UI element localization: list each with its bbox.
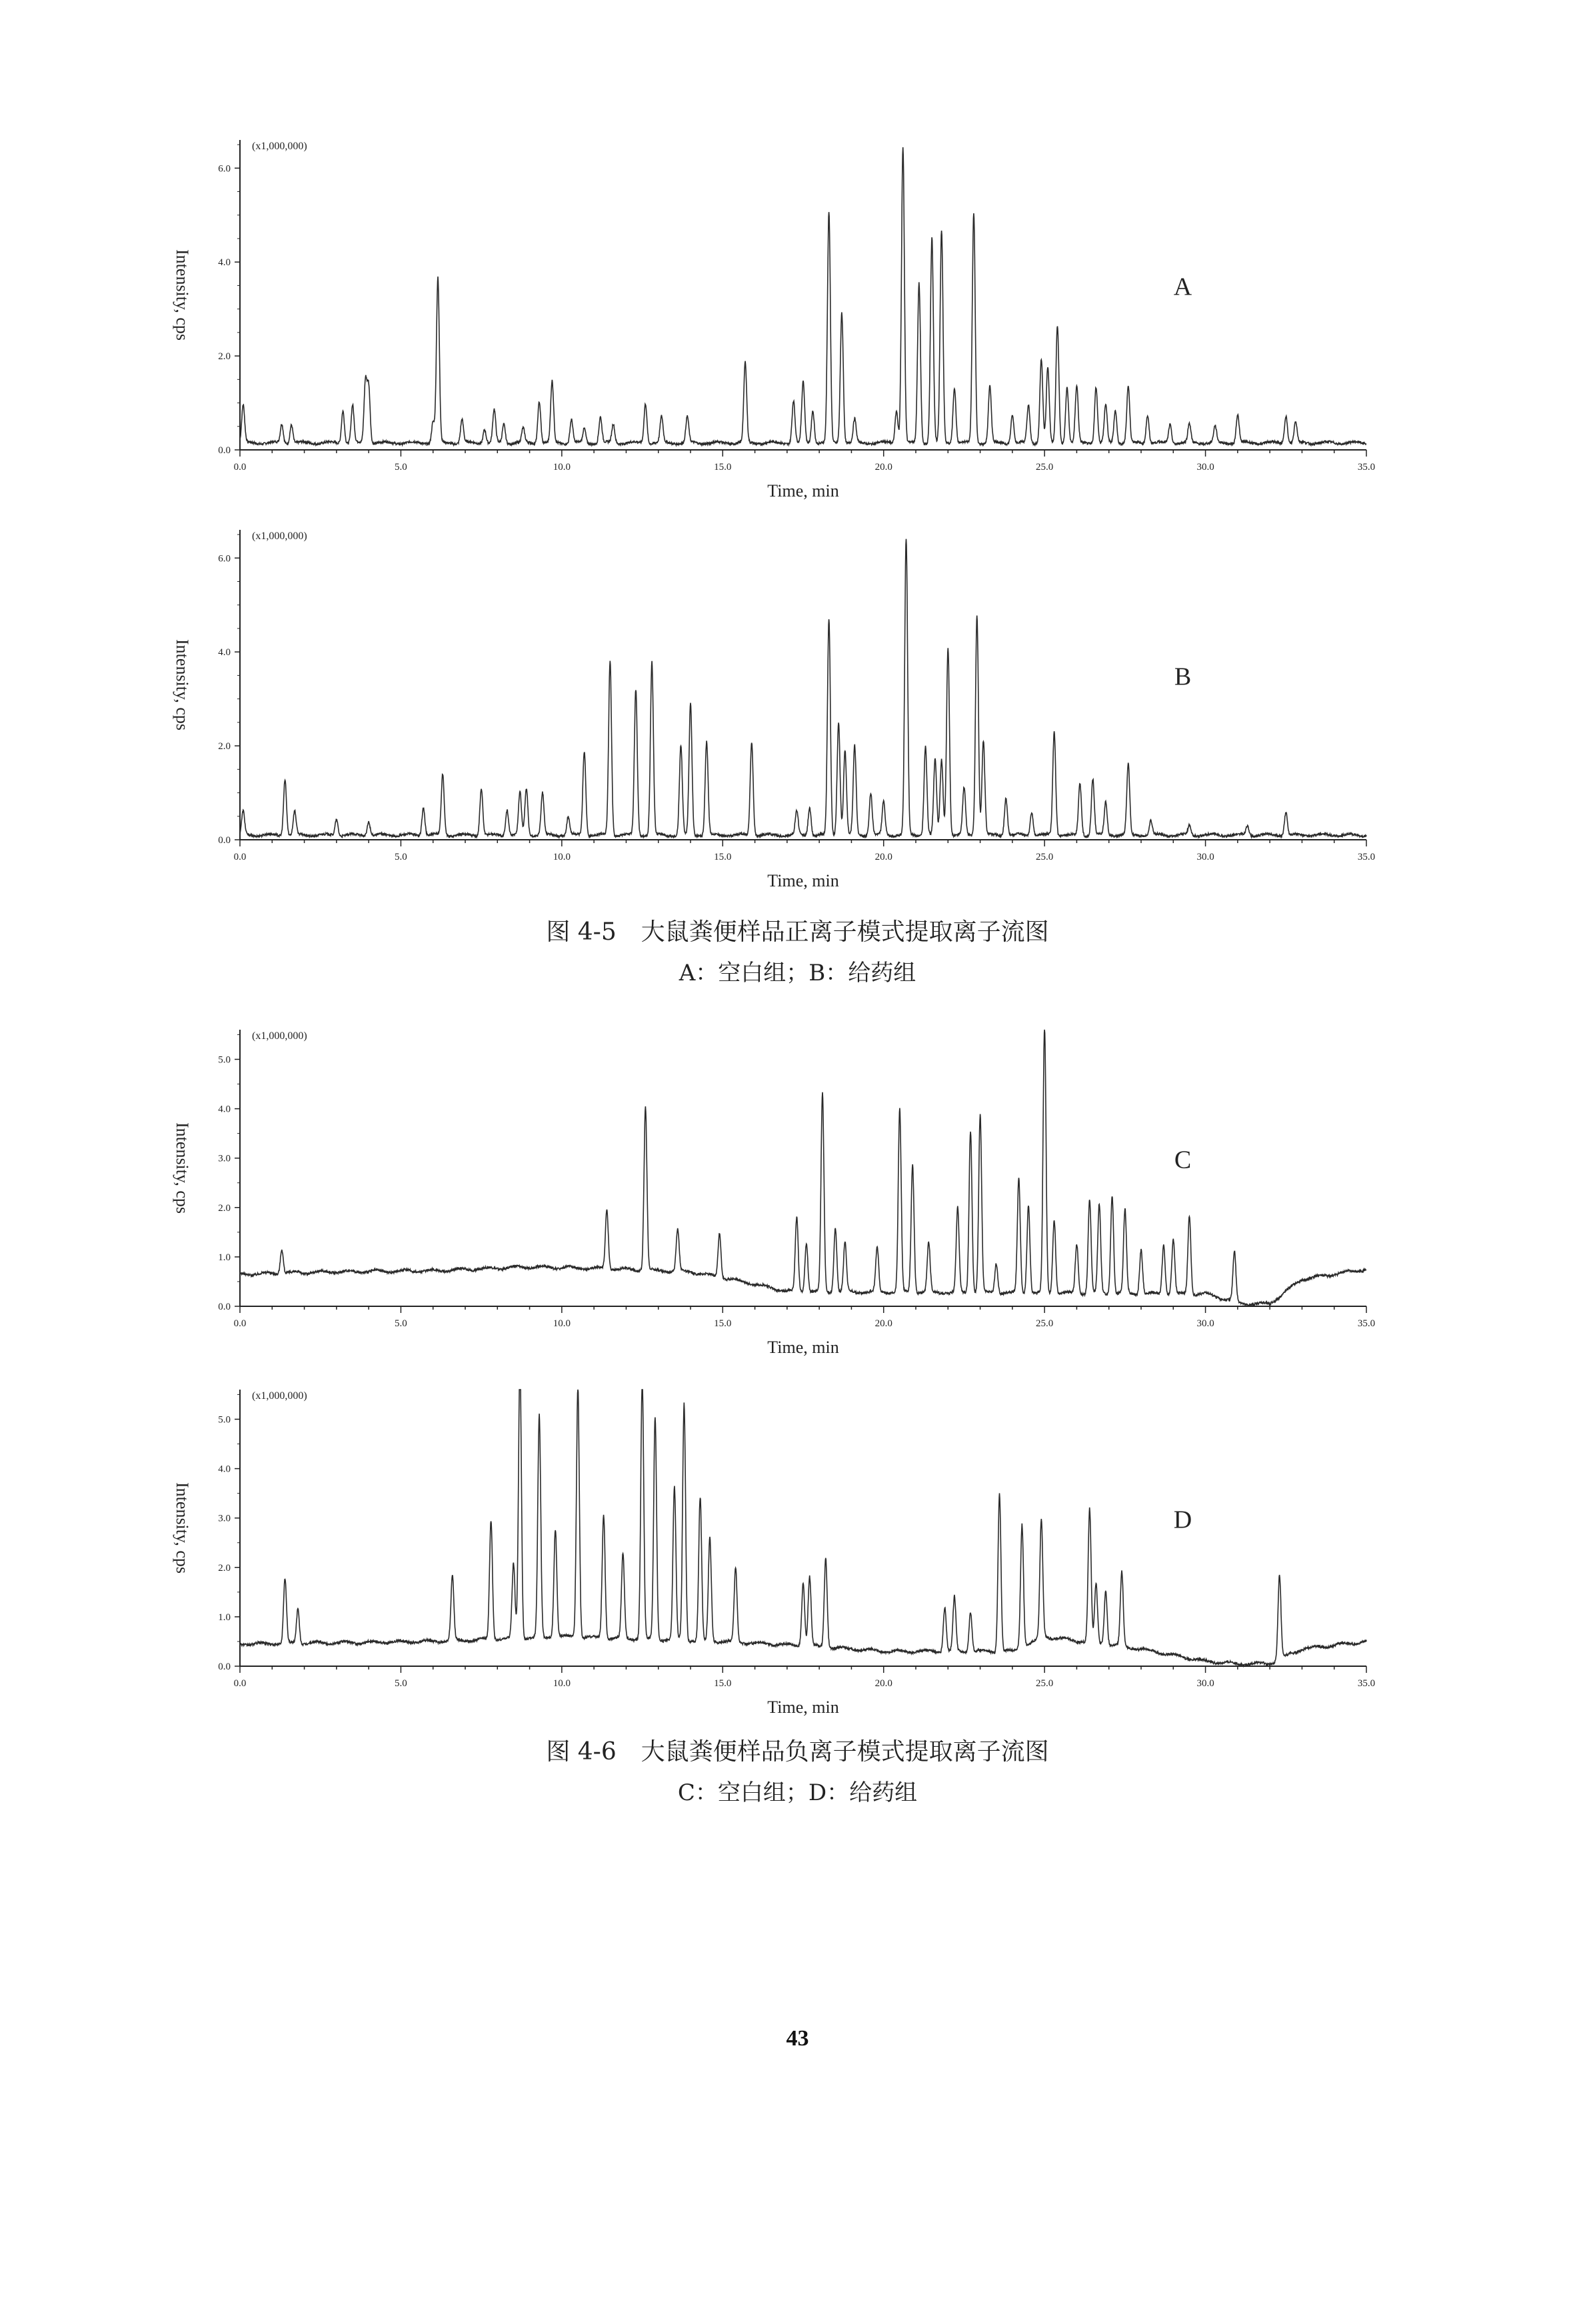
y-tick-label: 4.0 <box>218 257 231 269</box>
y-tick-label: 0.0 <box>218 835 231 846</box>
figure-number: 图 4-6 <box>546 1738 617 1765</box>
y-multiplier-label: (x1,000,000) <box>252 1390 307 1402</box>
x-tick-label: 30.0 <box>1196 852 1214 862</box>
y-tick-label: 4.0 <box>218 1104 231 1115</box>
x-tick-label: 5.0 <box>395 462 407 473</box>
x-tick-label: 0.0 <box>233 462 247 473</box>
x-axis-label: Time, min <box>767 1698 839 1717</box>
chart-panel-c <box>153 1016 1406 1370</box>
y-multiplier-label: (x1,000,000) <box>252 141 307 152</box>
figure-4-6-caption <box>0 1733 1595 1767</box>
y-axis-label: Intensity, cps <box>173 639 192 730</box>
x-tick-label: 25.0 <box>1036 1678 1054 1689</box>
x-tick-label: 30.0 <box>1196 1678 1214 1689</box>
y-tick-label: 6.0 <box>218 163 231 175</box>
panel-label: D <box>1173 1506 1192 1534</box>
x-tick-label: 30.0 <box>1196 462 1214 473</box>
x-tick-label: 15.0 <box>714 852 732 862</box>
x-tick-label: 20.0 <box>874 1318 892 1329</box>
chart-panel-b <box>153 517 1406 903</box>
chromatogram-trace <box>240 539 1366 838</box>
x-tick-label: 15.0 <box>714 1318 732 1329</box>
x-tick-label: 35.0 <box>1357 1678 1376 1689</box>
x-tick-label: 5.0 <box>395 1318 407 1329</box>
y-tick-label: 3.0 <box>218 1513 231 1524</box>
figure-title: 大鼠粪便样品正离子模式提取离子流图 <box>641 918 1049 946</box>
x-tick-label: 15.0 <box>714 1678 732 1689</box>
x-axis-label: Time, min <box>767 481 839 501</box>
x-tick-label: 10.0 <box>553 462 571 473</box>
y-tick-label: 4.0 <box>218 647 231 658</box>
panel-label: C <box>1174 1146 1192 1174</box>
chart-d-svg <box>153 1376 1406 1730</box>
figure-title: 大鼠粪便样品负离子模式提取离子流图 <box>641 1738 1049 1765</box>
y-tick-label: 5.0 <box>218 1414 231 1426</box>
x-tick-label: 0.0 <box>233 1318 247 1329</box>
y-tick-label: 1.0 <box>218 1612 231 1623</box>
chromatogram-trace <box>240 1030 1366 1306</box>
y-tick-label: 2.0 <box>218 351 231 363</box>
x-tick-label: 0.0 <box>233 1678 247 1689</box>
x-axis-label: Time, min <box>767 871 839 890</box>
x-tick-label: 25.0 <box>1036 852 1054 862</box>
y-tick-label: 6.0 <box>218 553 231 565</box>
y-tick-label: 2.0 <box>218 1202 231 1214</box>
y-tick-label: 3.0 <box>218 1153 231 1164</box>
y-tick-label: 4.0 <box>218 1464 231 1475</box>
figure-number: 图 4-5 <box>546 918 617 946</box>
x-axis-label: Time, min <box>767 1338 839 1357</box>
figure-4-5-caption <box>0 913 1595 947</box>
x-tick-label: 25.0 <box>1036 462 1054 473</box>
y-axis-label: Intensity, cps <box>173 1122 192 1214</box>
x-tick-label: 0.0 <box>233 852 247 862</box>
x-tick-label: 35.0 <box>1357 462 1376 473</box>
page-number: 43 <box>786 2026 809 2051</box>
x-tick-label: 15.0 <box>714 462 732 473</box>
chart-c-svg <box>153 1016 1406 1370</box>
x-tick-label: 25.0 <box>1036 1318 1054 1329</box>
y-tick-label: 1.0 <box>218 1252 231 1263</box>
x-tick-label: 10.0 <box>553 1318 571 1329</box>
panel-label: B <box>1174 662 1192 691</box>
y-tick-label: 0.0 <box>218 1662 231 1672</box>
y-multiplier-label: (x1,000,000) <box>252 1030 307 1042</box>
x-tick-label: 30.0 <box>1196 1318 1214 1329</box>
figure-legend: C：空白组；D：给药组 <box>677 1779 918 1806</box>
x-tick-label: 35.0 <box>1357 852 1376 862</box>
x-tick-label: 20.0 <box>874 1678 892 1689</box>
x-tick-label: 20.0 <box>874 852 892 862</box>
chromatogram-trace <box>240 147 1366 445</box>
y-tick-label: 0.0 <box>218 1302 231 1312</box>
figure-legend: A：空白组；B：给药组 <box>679 960 916 986</box>
x-tick-label: 20.0 <box>874 462 892 473</box>
chromatogram-trace <box>240 1390 1366 1666</box>
x-tick-label: 10.0 <box>553 852 571 862</box>
y-axis-label: Intensity, cps <box>173 1482 192 1574</box>
x-tick-label: 10.0 <box>553 1678 571 1689</box>
y-tick-label: 2.0 <box>218 741 231 752</box>
x-tick-label: 35.0 <box>1357 1318 1376 1329</box>
x-tick-label: 5.0 <box>395 1678 407 1689</box>
y-tick-label: 0.0 <box>218 445 231 456</box>
figure-4-6-legend <box>0 1774 1595 1807</box>
y-tick-label: 2.0 <box>218 1562 231 1574</box>
chart-b-svg <box>153 517 1406 903</box>
chart-panel-d <box>153 1376 1406 1730</box>
y-axis-label: Intensity, cps <box>173 249 192 341</box>
chart-a-svg <box>153 127 1406 513</box>
chart-panel-a <box>153 127 1406 513</box>
y-tick-label: 5.0 <box>218 1054 231 1066</box>
figure-4-5-legend <box>0 954 1595 987</box>
y-multiplier-label: (x1,000,000) <box>252 531 307 542</box>
panel-label: A <box>1173 273 1192 301</box>
x-tick-label: 5.0 <box>395 852 407 862</box>
